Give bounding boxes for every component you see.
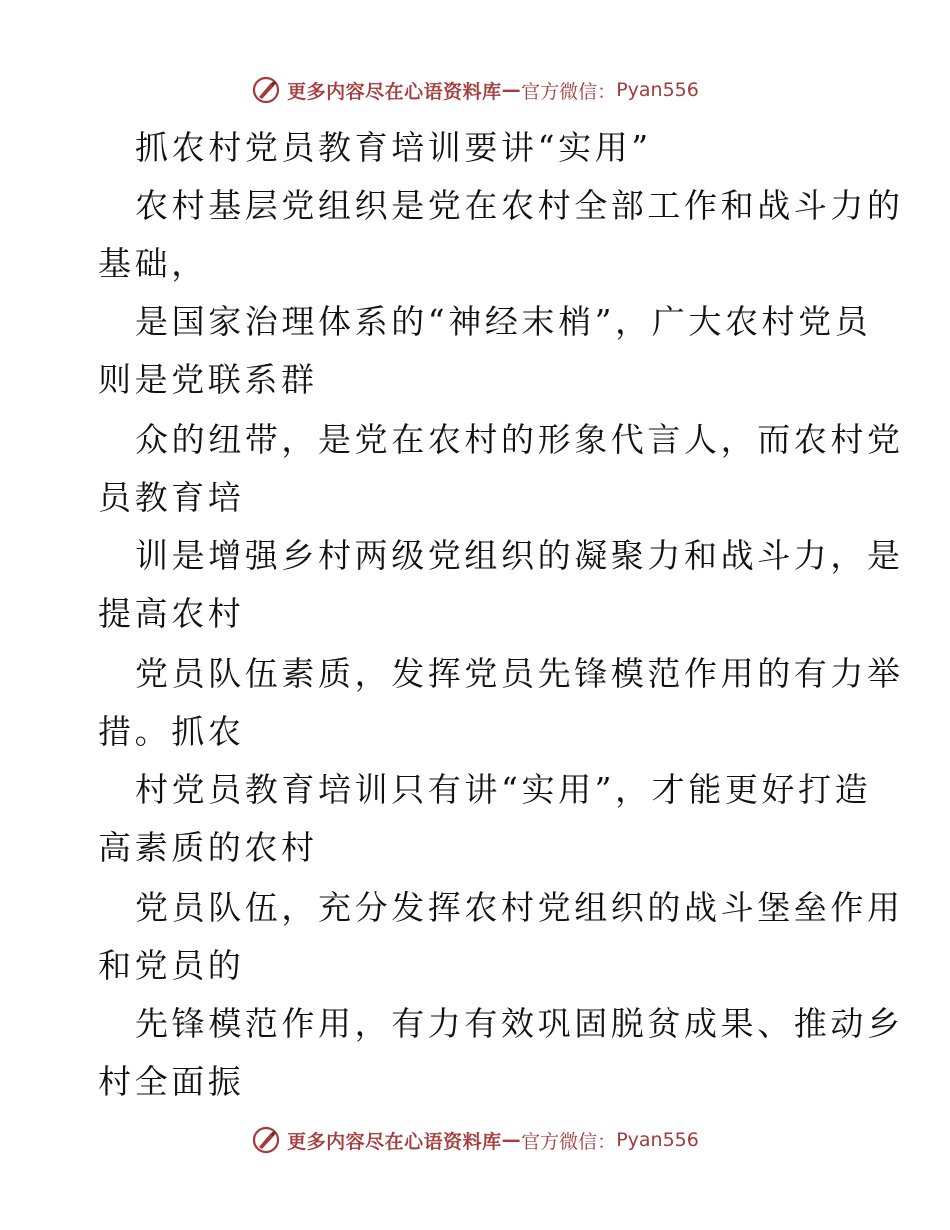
paragraph-line: 先锋模范作用，有力有效巩固脱贫成果、推动乡 [135, 1004, 904, 1043]
paragraph-line: 提高农村 [98, 594, 245, 633]
paragraph-line: 高素质的农村 [98, 828, 318, 867]
banner-text: 更多内容尽在心语资料库 [287, 1130, 502, 1153]
paragraph-line: 员教育培 [98, 478, 245, 517]
header-banner [0, 70, 950, 110]
paragraph-line: 农村基层党组织是党在农村全部工作和战斗力的 [135, 186, 904, 225]
document-title: 抓农村党员教育培训要讲“实用” [135, 128, 652, 167]
pen-logo-icon [251, 75, 281, 105]
paragraph-line: 村全面振 [98, 1062, 245, 1101]
paragraph-line: 措。抓农 [98, 712, 245, 751]
pen-logo-icon [251, 1125, 281, 1155]
banner-separator: — [501, 79, 522, 101]
banner-separator: — [501, 1129, 522, 1151]
paragraph-line: 众的纽带，是党在农村的形象代言人，而农村党 [135, 420, 904, 459]
wechat-label: 官方微信： [521, 80, 617, 103]
paragraph-line: 训是增强乡村两级党组织的凝聚力和战斗力，是 [135, 536, 904, 575]
banner-text: 更多内容尽在心语资料库 [287, 80, 502, 103]
paragraph-line: 和党员的 [98, 946, 245, 985]
wechat-id: Pyan556 [616, 79, 699, 101]
wechat-id: Pyan556 [616, 1129, 699, 1151]
paragraph-line: 则是党联系群 [98, 360, 318, 399]
paragraph-line: 党员队伍，充分发挥农村党组织的战斗堡垒作用 [135, 888, 904, 927]
wechat-label: 官方微信： [521, 1130, 617, 1153]
paragraph-line: 村党员教育培训只有讲“实用”，才能更好打造 [135, 770, 872, 809]
paragraph-line: 是国家治理体系的“神经末梢”，广大农村党员 [135, 302, 872, 341]
paragraph-line: 基础， [98, 244, 208, 283]
paragraph-line: 党员队伍素质，发挥党员先锋模范作用的有力举 [135, 654, 904, 693]
footer-banner [0, 1120, 950, 1160]
